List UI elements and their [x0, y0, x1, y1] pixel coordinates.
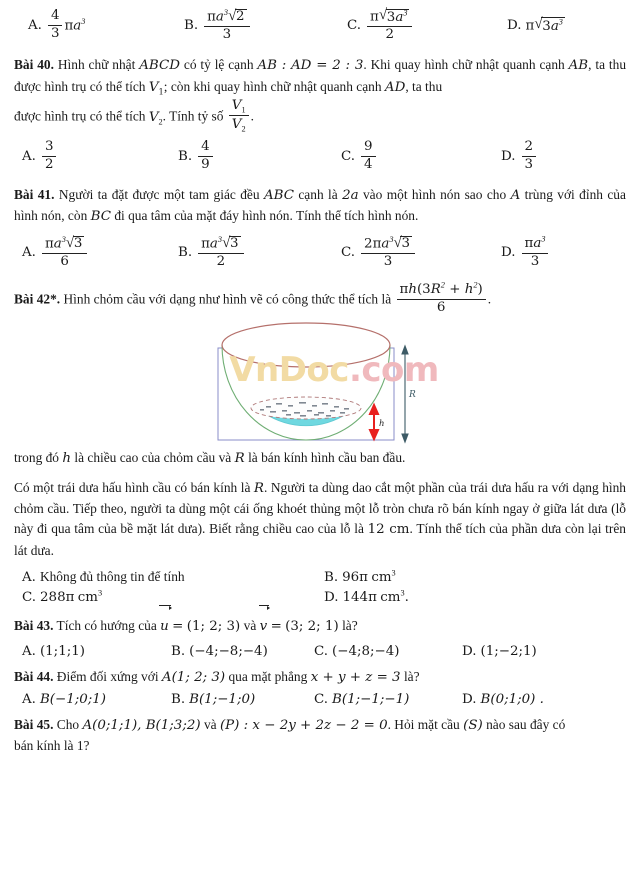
- bai44-option-d-text: B(0;1;0) .: [480, 691, 544, 707]
- bai44-text-3: là?: [403, 668, 420, 684]
- bai44-option-a[interactable]: [22, 692, 171, 707]
- bai41-option-a-frac: $\frac{\pi a^3 √ 3}{6}$: [42, 236, 87, 269]
- bai42-option-c-label: C.: [22, 589, 37, 605]
- bai40-option-b-frac: [198, 140, 213, 172]
- bai43-text-3: là?: [342, 618, 358, 634]
- radius-label: R: [409, 390, 416, 401]
- bai40-statement: [14, 55, 626, 98]
- bai43-option-c-text: (−4;8;−4): [332, 643, 400, 659]
- bai43-option-b[interactable]: [171, 644, 314, 659]
- bai42-option-a[interactable]: [22, 569, 324, 585]
- bai43-text-1: Tích có hướng của: [56, 618, 157, 634]
- bai44-option-b[interactable]: [171, 692, 314, 707]
- bai40-option-c-label: C.: [341, 148, 356, 164]
- q39-option-b[interactable]: [184, 9, 347, 42]
- bai40-v2: $V_2$: [148, 109, 163, 127]
- bai40-ratio-frac: $\frac{V_1}{V_2}$: [229, 98, 249, 132]
- bai42-option-d-text: 144π $cm^3$.: [342, 588, 409, 606]
- bai44-option-a-label: A.: [22, 691, 36, 707]
- bai43-vector-u: u = (1; 2; 3): [160, 618, 240, 633]
- bai43-head: Bài 43.: [14, 618, 54, 634]
- bai45-text-3: . Hỏi mặt cầu: [387, 716, 460, 732]
- bai42-option-a-label: A.: [22, 569, 36, 585]
- bai42-body-4: bán kính ngay ở giữa lát dưa (lỗ này đi qua tâm của bề mặt lát dưa). Biết rằng chiều cao của lỗ là: [14, 501, 626, 537]
- bai40-opt-a-num: 3: [44, 139, 54, 155]
- bai42-statement: [14, 282, 626, 315]
- bai40-text-10: .: [250, 108, 254, 124]
- watermark-brand: VnDoc: [229, 350, 349, 391]
- bowl-diagram: [200, 320, 468, 446]
- bai40-text-9: . Tính tỷ số: [162, 108, 224, 124]
- bai40-option-d[interactable]: [501, 140, 538, 172]
- bai42-option-d-label: D.: [324, 589, 339, 605]
- bai41-2a: 2a: [342, 188, 359, 204]
- bai40-head: Bài 40.: [14, 57, 54, 73]
- bai43-statement: [14, 613, 626, 639]
- bai44-text-2: qua mặt phẳng: [228, 668, 308, 684]
- q39-option-a[interactable]: [28, 9, 184, 41]
- bai41-option-d[interactable]: [501, 236, 550, 269]
- bai42-option-c-text: 288π $cm^3$: [40, 588, 103, 606]
- bai40-option-b[interactable]: [178, 140, 341, 172]
- radius-arrow: [402, 346, 408, 442]
- bai42-note-h: h: [62, 451, 71, 467]
- bai44-statement: [14, 667, 626, 688]
- bai40-option-a-frac: [42, 140, 57, 172]
- bai41-option-b[interactable]: [178, 236, 341, 269]
- bai45-plane-eq: (P) : x − 2y + 2z − 2 = 0: [219, 717, 388, 733]
- bai44-option-c[interactable]: [314, 692, 462, 707]
- bai43-option-d[interactable]: [462, 644, 537, 659]
- bai40-options-row: [14, 140, 626, 172]
- q39-option-c-expr: $\frac{\pi √ 3a^3}{2}$: [365, 8, 414, 42]
- bai42-option-c[interactable]: [22, 589, 324, 605]
- bai42-volume-formula: $\frac{\pi h(3R^2 + h^2)}{6}$: [397, 282, 486, 315]
- q39-option-c-label: C.: [347, 17, 362, 33]
- bai44-plane-eq: x + y + z = 3: [310, 669, 401, 685]
- bai45-text-4: nào sau đây có: [486, 716, 566, 732]
- bai42-figure-container: [14, 320, 626, 448]
- bai41-statement: [14, 185, 626, 228]
- bai42-text-1: Hình chỏm cầu với dạng như hình vẽ có công thức thể tích là: [63, 291, 392, 307]
- bai43-text-2: và: [243, 618, 257, 634]
- q39-option-d-label: D.: [507, 17, 522, 33]
- bai45-text-2: và: [203, 716, 217, 732]
- bai44-option-d-label: D.: [462, 691, 477, 707]
- bai40-option-d-label: D.: [501, 148, 516, 164]
- bai41-option-a-label: A.: [22, 245, 36, 261]
- bai41-option-a[interactable]: [22, 236, 178, 269]
- bai40-text-6: ; còn khi quay hình chữ nhật quanh cạnh: [163, 78, 382, 94]
- bai45-sphere-S: (S): [463, 717, 483, 733]
- bai42-option-b-label: B.: [324, 569, 339, 585]
- bai40-ab: AB: [568, 58, 589, 74]
- bai45-statement: [14, 715, 626, 736]
- bai42-body-R: R: [253, 480, 265, 496]
- bai44-text-1: Điểm đối xứng với: [56, 668, 159, 684]
- q39-option-a-expr: $\frac{4}{3}$ $\pi a^3$: [46, 9, 85, 41]
- bai42-body-2: . Người ta dùng dao cắt một phần của trái dưa hấu: [264, 479, 535, 495]
- bai40-opt-a-den: 2: [42, 156, 57, 172]
- bai44-option-b-text: B(1;−1;0): [189, 691, 256, 707]
- bai40-abcd: ABCD: [139, 58, 180, 74]
- bai41-option-c-frac: $\frac{2\pi a^3 √ 3}{3}$: [361, 236, 415, 269]
- bai42-body-1: Có một trái dưa hấu hình cầu có bán kính là: [14, 479, 251, 495]
- bai41-option-b-frac: $\frac{\pi a^3 √ 3}{2}$: [198, 236, 243, 269]
- bai42-body-5: . Tính thể tích của phần dưa còn lại trên lát dưa.: [14, 521, 626, 558]
- bai45-text-5: bán kính là 1?: [14, 738, 90, 754]
- bai43-option-a-label: A.: [22, 643, 36, 659]
- bai40-text-5: , ta thu được hình trụ có thể tích: [14, 57, 627, 94]
- bai44-option-b-label: B.: [171, 691, 186, 707]
- bai40-option-c[interactable]: [341, 140, 501, 172]
- bai44-head: Bài 44.: [14, 668, 54, 684]
- bai42-option-b[interactable]: [324, 569, 626, 585]
- bai44-point-A: A(1; 2; 3): [161, 669, 226, 685]
- bai40-opt-c-num: 9: [364, 139, 373, 155]
- bai40-option-a[interactable]: [22, 140, 178, 172]
- bai43-option-c-label: C.: [314, 643, 329, 659]
- bai40-option-a-label: A.: [22, 148, 36, 164]
- bai41-head: Bài 41.: [14, 187, 55, 203]
- bai44-option-c-label: C.: [314, 691, 329, 707]
- bai43-option-d-text: (1;−2;1): [480, 643, 537, 659]
- bai44-option-a-text: B(−1;0;1): [39, 691, 107, 707]
- bai42-options-row-2: [14, 589, 626, 605]
- q39-options-row: [14, 8, 626, 42]
- bai40-ratio: AB : AD = 2 : 3: [257, 58, 364, 74]
- bai41-option-b-label: B.: [178, 245, 193, 261]
- bai41-abc: ABC: [263, 188, 294, 204]
- bai41-text-3: vào một hình nón sao cho: [362, 187, 507, 203]
- bai44-options-row: [14, 692, 626, 707]
- bai42-note: [14, 448, 626, 469]
- bai43-options-row: [14, 644, 626, 659]
- bai43-option-a[interactable]: [22, 644, 171, 659]
- bai40-opt-c-den: 4: [361, 156, 376, 172]
- bai41-option-c[interactable]: [341, 236, 501, 269]
- q39-option-d[interactable]: [507, 16, 565, 34]
- bai41-text-6: đi qua tâm của mặt đáy hình nón. Tính thể tích hình nón.: [114, 208, 419, 224]
- bai40-text-4: cạnh: [539, 57, 565, 73]
- bai40-option-b-label: B.: [178, 148, 193, 164]
- bai40-opt-d-num: 2: [524, 139, 534, 155]
- bai40-option-d-frac: [522, 140, 537, 172]
- spherical-cap-figure: [200, 320, 468, 446]
- bai41-text-2: cạnh là: [298, 187, 338, 203]
- bai40-opt-b-den: 9: [198, 156, 213, 172]
- bai40-text-1: Hình chữ nhật: [57, 57, 136, 73]
- bai40-statement-line3: [14, 98, 626, 132]
- bai41-text-4: trùng: [524, 187, 553, 203]
- bai42-body-12cm: 12 cm: [367, 522, 410, 538]
- bai45-statement-line2: [14, 736, 626, 756]
- bai42-option-a-text: Không đủ thông tin để tính: [39, 569, 185, 585]
- bai41-options-row: [14, 236, 626, 269]
- bai41-a: A: [510, 188, 521, 204]
- bai42-body-3: ra với dạng hình chỏm cầu. Tiếp theo, người ta dùng một cái ống khoét thủng một lỗ tròn chưa rõ: [14, 479, 626, 516]
- q39-option-d-expr: π √ $3a^3$: [526, 16, 565, 34]
- bai40-v1: $V_1$: [148, 79, 164, 97]
- bai40-text-7: , ta thu: [405, 78, 443, 94]
- bai42-note-3: là bán kính hình cầu ban đầu.: [248, 450, 406, 466]
- bai45-head: Bài 45.: [14, 716, 54, 732]
- bai42-note-2: là chiều cao của chỏm cầu và: [74, 450, 232, 466]
- q39-option-c[interactable]: [347, 8, 507, 42]
- bai42-text-2: .: [487, 291, 492, 307]
- bai43-option-b-label: B.: [171, 643, 186, 659]
- bai40-opt-b-num: 4: [201, 139, 210, 155]
- height-label: h: [379, 419, 385, 430]
- bai43-option-b-text: (−4;−8;−4): [189, 643, 268, 659]
- bai42-option-b-text: 96π $cm^3$: [342, 568, 396, 586]
- bai40-ad: AD: [384, 79, 406, 95]
- bai43-option-c[interactable]: [314, 644, 462, 659]
- bai43-vector-v: v = (3; 2; 1): [260, 618, 339, 633]
- bai42-options-row-1: [14, 569, 626, 585]
- bai41-option-d-frac: $\frac{\pi a^3}{3}$: [522, 236, 549, 269]
- height-arrow: [370, 405, 378, 439]
- bai42-head: Bài 42*.: [14, 291, 61, 307]
- bai40-option-c-frac: [361, 140, 376, 172]
- bai42-option-d[interactable]: [324, 589, 626, 605]
- bai40-text-8: được hình trụ có thể tích: [14, 108, 146, 124]
- bai40-text-2: có tỷ lệ cạnh: [183, 57, 254, 73]
- bai44-option-d[interactable]: [462, 692, 544, 707]
- bai40-opt-d-den: 3: [522, 156, 537, 172]
- bai41-text-1: Người ta đặt được một tam giác đều: [58, 187, 260, 203]
- bai43-option-d-label: D.: [462, 643, 477, 659]
- bai41-text-5: với đỉnh của hình nón, còn: [14, 187, 626, 224]
- bai42-body: [14, 478, 626, 562]
- bai45-text-1: Cho: [56, 716, 80, 732]
- bai45-points: A(0;1;1), B(1;3;2): [82, 717, 201, 733]
- q39-option-a-label: A.: [28, 17, 42, 33]
- bai43-option-a-text: (1;1;1): [39, 643, 85, 659]
- bai41-bc: BC: [90, 209, 111, 225]
- bai41-option-d-label: D.: [501, 245, 516, 261]
- bai40-text-3: . Khi quay hình chữ nhật quanh: [363, 57, 536, 73]
- bai44-option-c-text: B(1;−1;−1): [332, 691, 410, 707]
- bai41-option-c-label: C.: [341, 245, 356, 261]
- watermark-tld: .com: [348, 350, 439, 391]
- q39-option-b-expr: $\frac{\pi a^3 √ 2}{3}$: [202, 9, 251, 42]
- q39-option-b-label: B.: [184, 17, 199, 33]
- bai42-note-R: R: [234, 451, 245, 467]
- bai42-note-1: trong đó: [14, 450, 60, 466]
